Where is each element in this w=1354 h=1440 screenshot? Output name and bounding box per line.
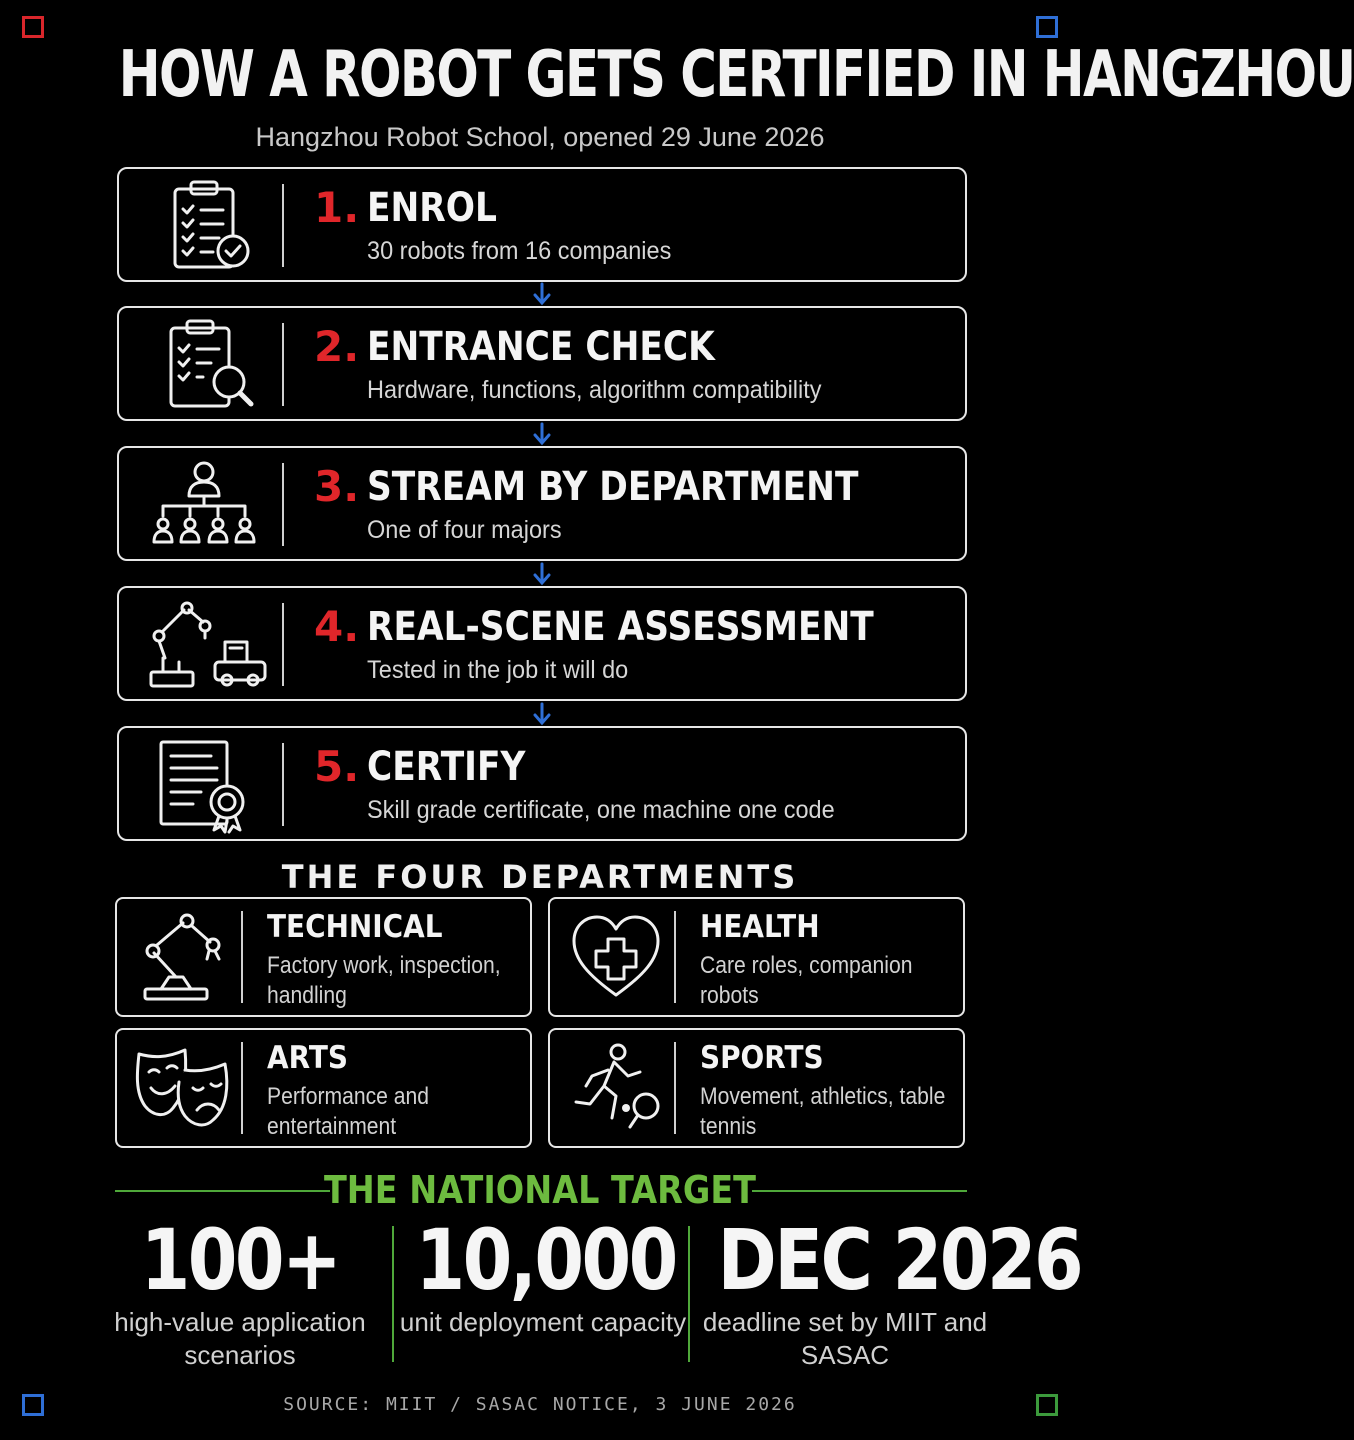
corner-marker-red bbox=[22, 16, 44, 38]
step-card-entrance-check bbox=[117, 306, 967, 421]
department-card-health bbox=[548, 897, 965, 1017]
source-note: SOURCE: MIIT / SASAC NOTICE, 3 JUNE 2026 bbox=[283, 1394, 797, 1415]
step-card-enrol bbox=[117, 167, 967, 282]
department-description: Movement, athletics, table tennis bbox=[700, 1083, 946, 1140]
step-title: ENTRANCE CHECK bbox=[367, 324, 715, 370]
department-divider bbox=[241, 1042, 243, 1134]
step-description: Hardware, functions, algorithm compatibility bbox=[367, 376, 822, 404]
stat-label: unit deployment capacity bbox=[399, 1307, 687, 1337]
step-title: ENROL bbox=[367, 185, 497, 231]
step-number: 1. bbox=[314, 183, 360, 232]
step-description: Tested in the job it will do bbox=[367, 656, 629, 684]
department-description: Performance and entertainment bbox=[267, 1083, 430, 1140]
department-name: ARTS bbox=[267, 1040, 348, 1076]
department-name: TECHNICAL bbox=[267, 909, 443, 945]
page-subtitle: Hangzhou Robot School, opened 29 June 2026 bbox=[255, 122, 825, 152]
step-number: 3. bbox=[314, 462, 360, 511]
corner-marker-blue bbox=[1036, 16, 1058, 38]
step-number: 2. bbox=[314, 322, 360, 371]
departments-heading: THE FOUR DEPARTMENTS bbox=[281, 858, 799, 896]
step-divider bbox=[282, 603, 284, 686]
arrow-down-icon bbox=[532, 563, 552, 585]
stat-value: 100+ bbox=[140, 1211, 340, 1309]
department-description: Care roles, companion robots bbox=[700, 952, 913, 1009]
arrow-down-icon bbox=[532, 423, 552, 445]
department-divider bbox=[241, 911, 243, 1003]
certificate-icon bbox=[149, 736, 259, 832]
step-title: REAL-SCENE ASSESSMENT bbox=[367, 604, 874, 650]
step-card-certify bbox=[117, 726, 967, 841]
department-divider bbox=[674, 911, 676, 1003]
stat-scenarios bbox=[90, 1210, 390, 1372]
arrow-down-icon bbox=[532, 703, 552, 725]
step-description: One of four majors bbox=[367, 516, 562, 544]
step-divider bbox=[282, 184, 284, 267]
step-title: CERTIFY bbox=[367, 744, 526, 790]
org-chart-icon bbox=[149, 456, 259, 552]
runner-paddle-icon bbox=[568, 1040, 664, 1136]
department-card-arts bbox=[115, 1028, 532, 1148]
stat-label: high-value application scenarios bbox=[114, 1307, 366, 1370]
department-description: Factory work, inspection, handling bbox=[267, 952, 501, 1009]
step-divider bbox=[282, 743, 284, 826]
department-name: HEALTH bbox=[700, 909, 820, 945]
step-card-stream bbox=[117, 446, 967, 561]
stat-value: 10,000 bbox=[415, 1211, 676, 1309]
clipboard-magnifier-icon bbox=[149, 316, 259, 412]
department-card-technical bbox=[115, 897, 532, 1017]
step-title: STREAM BY DEPARTMENT bbox=[367, 464, 859, 510]
stat-separator bbox=[688, 1226, 690, 1362]
step-description: Skill grade certificate, one machine one code bbox=[367, 796, 835, 824]
step-divider bbox=[282, 323, 284, 406]
step-divider bbox=[282, 463, 284, 546]
step-number: 5. bbox=[314, 742, 360, 791]
robot-arm-cart-icon bbox=[149, 596, 259, 692]
stat-capacity bbox=[393, 1210, 693, 1339]
target-heading: THE NATIONAL TARGET bbox=[324, 1168, 756, 1212]
theatre-masks-icon bbox=[135, 1040, 231, 1136]
department-name: SPORTS bbox=[700, 1040, 824, 1076]
page-title: HOW A ROBOT GETS CERTIFIED IN HANGZHOU bbox=[118, 38, 1354, 112]
stat-value: DEC 2026 bbox=[717, 1211, 1082, 1309]
department-card-sports bbox=[548, 1028, 965, 1148]
clipboard-checklist-icon bbox=[149, 177, 259, 273]
arrow-down-icon bbox=[532, 283, 552, 305]
step-description: 30 robots from 16 companies bbox=[367, 237, 672, 265]
stat-deadline bbox=[695, 1210, 1082, 1372]
step-number: 4. bbox=[314, 602, 360, 651]
robot-arm-icon bbox=[135, 909, 231, 1005]
step-card-assessment bbox=[117, 586, 967, 701]
department-divider bbox=[674, 1042, 676, 1134]
heart-cross-icon bbox=[568, 909, 664, 1005]
stat-label: deadline set by MIIT and SASAC bbox=[702, 1307, 988, 1370]
